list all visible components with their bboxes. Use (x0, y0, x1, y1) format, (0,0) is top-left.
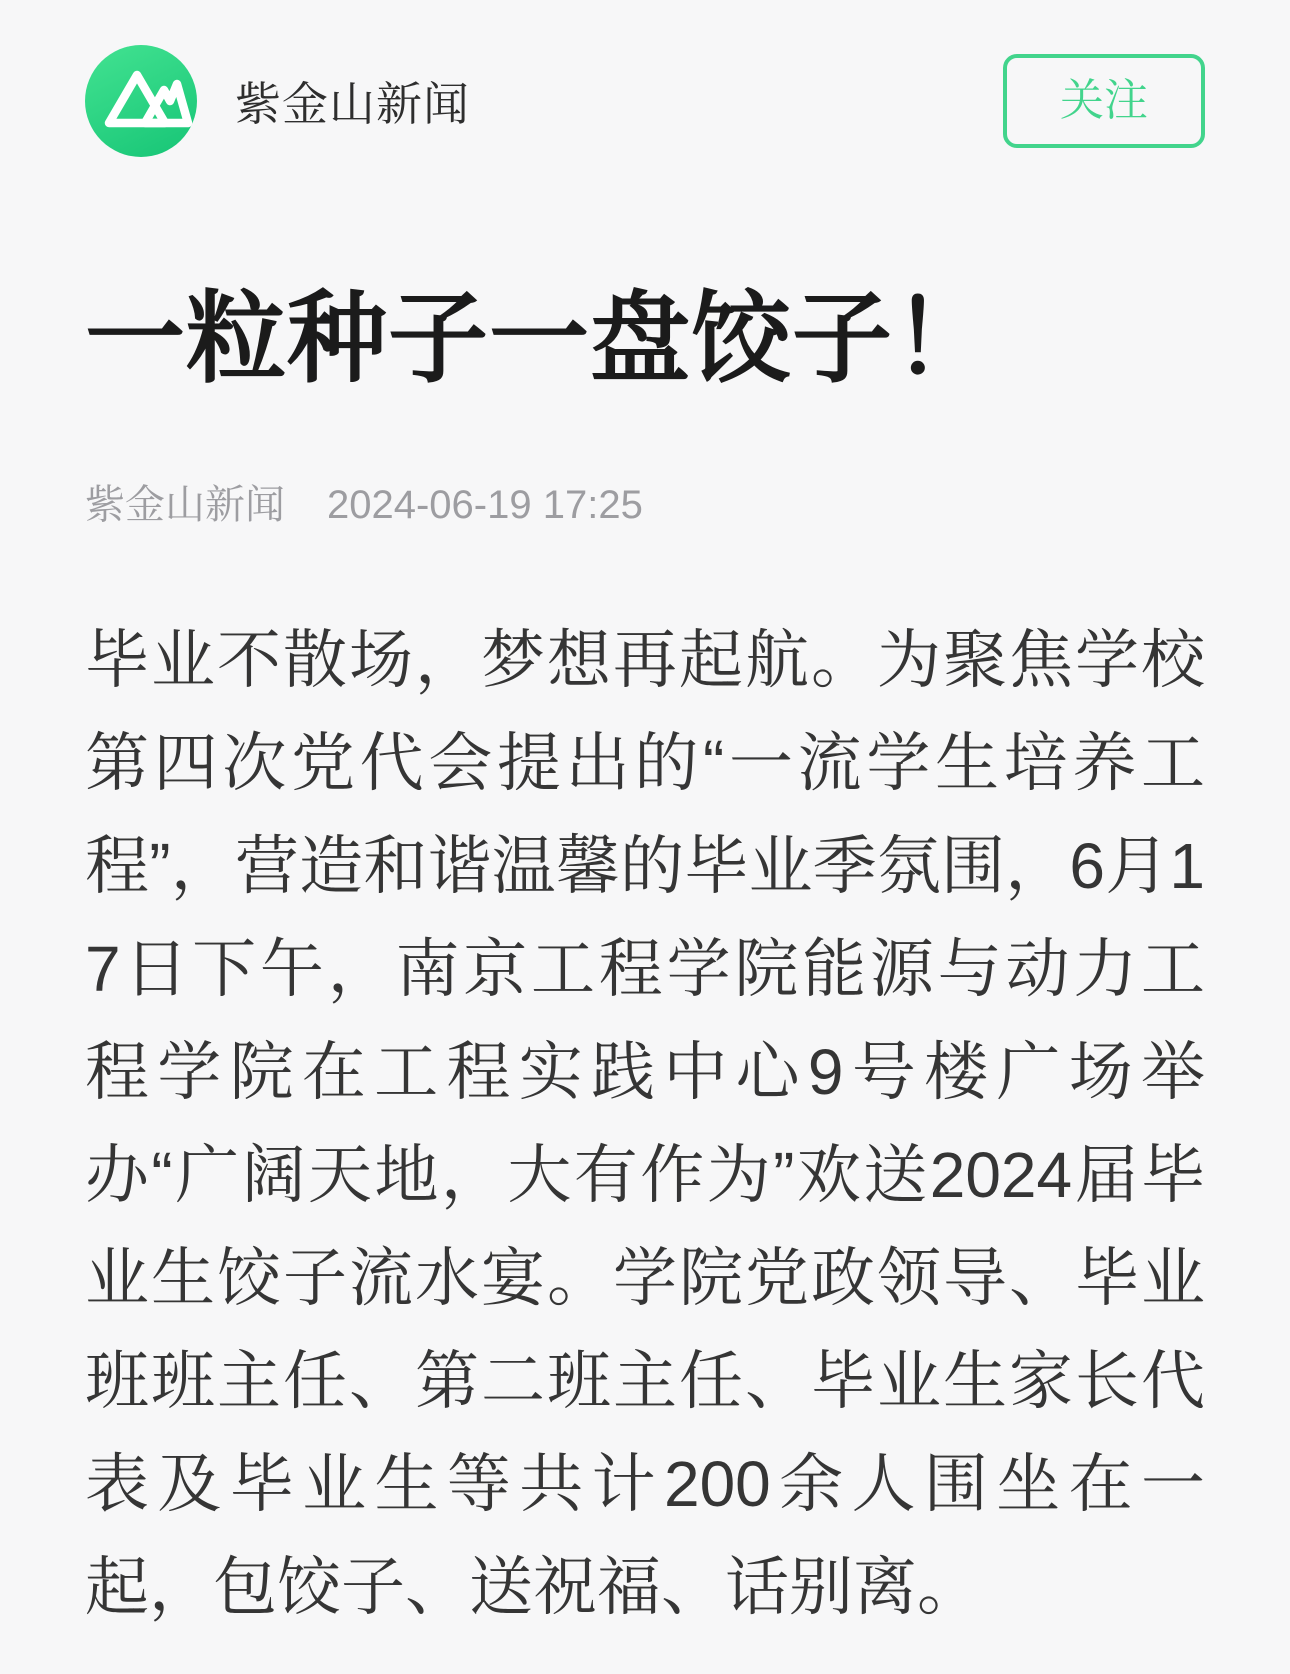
byline (85, 481, 1205, 529)
follow-button[interactable]: 关注 (1003, 54, 1205, 148)
article-title: 一粒种子一盘饺子！ (85, 283, 994, 395)
publisher-name: 紫金山新闻 (235, 78, 470, 130)
byline-source: 紫金山新闻 (85, 483, 285, 527)
publisher-info[interactable] (85, 45, 470, 157)
header (85, 45, 1205, 157)
byline-datetime: 2024-06-19 17:25 (327, 483, 643, 527)
article-body: 毕业不散场，梦想再起航。为聚焦学校第四次党代会提出的“一流学生培养工程”，营造和谐温馨的毕业季氛围，6月17日下午，南京工程学院能源与动力工程学院在工程实践中心9号楼广场举办“广阔天地，大有作为”欢送2024届毕业生饺子流水宴。学院党政领导、毕业班班主任、第二班主任、毕业生家长代表及毕业生等共计200余人围坐在一起，包饺子、送祝福、话别离。 (85, 624, 1205, 1623)
publisher-logo-mountain-icon (85, 45, 197, 157)
